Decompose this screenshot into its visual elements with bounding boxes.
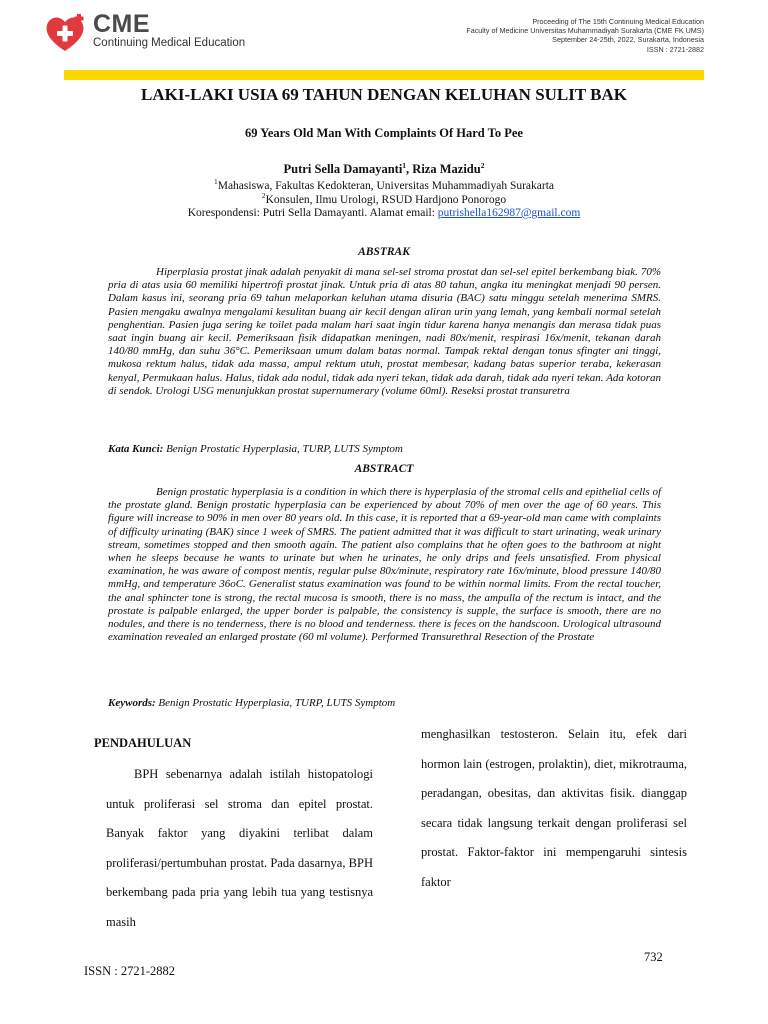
email-link[interactable]: putrishella162987@gmail.com — [437, 207, 581, 219]
logo-subtitle: Continuing Medical Education — [93, 37, 246, 49]
abstrak-text: Hiperplasia prostat jinak adalah penyakit di mana sel-sel stroma prostat dan sel-sel epitel berkembang biak. 70% pria di atas usia 60 memiliki hipertrofi prostat jinak. Untuk pria di atas 80 tahun, angka itu meningkat menjadi 90 persen. Dalam kasus ini, seorang pria 69 tahun melaporkan keluhan utama disuria (BAC) satu minggu setelah menerima SMRS. Pasien mengaku awalnya mengalami kesulitan buang air kecil dengan aliran urin yang lemah, yang kembali normal setelah penghentian. Pasien juga sering ke toilet pada malam hari saat ingin tidur karena hanya menangis dan merasa tidak puas saat ingin buang air kecil. Pemeriksaan fisik didapatkan meningen, nadi 80x/menit, respirasi 16x/menit, tekanan darah 140/80 mmHg, dan suhu 36°C. Pemeriksaan umum dalam batas normal. Tampak rektal dengan tonus sfingter ani tinggi, mukosa rektum halus, tidak ada massa, ampul rektum utuh, prostat membesar, kadang batas superior teraba, kekerasan kenyal, Permukaan halus. Halus, tidak ada nodul, tidak ada nyeri tekan, tidak ada darah, tidak ada nyeri tekan. Ada kotoran di sendok. Urologi USG menunjukkan prostat supernumerary (volume 60ml). Reseksi prostat transuretra — [108, 266, 661, 397]
authors — [64, 162, 704, 177]
proceeding-line: Proceeding of The 15th Continuing Medical Education — [532, 17, 704, 26]
proceeding-line: Faculty of Medicine Universitas Muhammadiyah Surakarta (CME FK UMS) — [466, 26, 704, 36]
affiliation-text: Mahasiswa, Fakultas Kedokteran, Universitas Muhammadiyah Surakarta — [217, 180, 555, 192]
abstract-text: Benign prostatic hyperplasia is a condition in which there is hyperplasia of the stromal cells and epithelial cells of the prostate gland. Benign prostatic hyperplasia can be experienced by about 70% of men over the age of 60 years. This figure will increase to 90% in men over 80 years old. In this case, it is reported that a 69-year-old man came with complaints of difficulty urinating (BAK) since 1 week of SMRS. The patient admitted that it was difficult to start urinating, weak urinary stream, sometimes stopped and then smooth again. The patient also complains that he often goes to the bathroom at night when he sleeps because he wants to urinate but when he urinates, he only drips and feels unsatisfied. From physical examination, he was aware of compost mentis, regular pulse 80x/minute, respiratory rate 16x/minute, blood pressure 140/80 mmHg, and temperature 36oC. Generalist status examination was found to be within normal limits. From the rectal toucher, the anal sphincter tone is strong, the rectal mucosa is smooth, there is no mass, the ampulla of the rectum is intact, and the prostate is palpable enlarged, the upper border is palpable, the consistency is supple, the surface is smooth, there are no nodules, and there is no tenderness, there is no blood and tenderness. there is feces on the handscoon. Urological ultrasound examination revealed an enlarged prostate (60 ml volume). Performed Transurethral Resection of the Prostate — [108, 486, 661, 644]
page-header — [0, 0, 768, 82]
body-column-right: menghasilkan testosteron. Selain itu, efek dari hormon lain (estrogen, prolaktin), diet, mikrotrauma, peradangan, obesitas, dan aktivitas fisik. dianggap secara tidak langsung terkait dengan proliferasi sel prostat. Faktor-faktor ini mempengaruhi sintesis faktor — [421, 727, 687, 889]
header-divider-bar — [64, 70, 704, 80]
keywords-label: Kata Kunci: — [108, 443, 164, 455]
author-name: Riza Mazidu — [412, 162, 481, 176]
affiliation-text: Konsulen, Ilmu Urologi, RSUD Hardjono Ponorogo — [265, 193, 507, 206]
author-sup: 1 — [402, 160, 407, 170]
proceeding-line: ISSN : 2721-2882 — [646, 44, 704, 54]
correspondence-text: Korespondensi: Putri Sella Damayanti. Alamat email: — [187, 207, 438, 219]
body-column-left: BPH sebenarnya adalah istilah histopatologi untuk proliferasi sel stroma dan epitel prostat. Banyak faktor yang diyakini terlibat dalam proliferasi/pertumbuhan prostat. Pada dasarnya, BPH berkembang pada pria yang lebih tua yang testisnya masih — [106, 767, 373, 929]
author-separator: , — [406, 162, 413, 176]
abstrak-heading: ABSTRAK — [358, 246, 410, 258]
proceeding-info — [344, 17, 704, 54]
paper-subtitle: 69 Years Old Man With Complaints Of Hard To Pee — [245, 126, 523, 140]
affiliation-sup: 1 — [213, 177, 218, 187]
abstract-heading: ABSTRACT — [354, 463, 414, 475]
abstract-keywords — [108, 697, 661, 710]
author-sup: 2 — [480, 160, 485, 170]
paper-title: LAKI-LAKI USIA 69 TAHUN DENGAN KELUHAN SULIT BAK — [140, 85, 627, 104]
author-name: Putri Sella Damayanti — [283, 162, 403, 176]
affiliation-sup: 2 — [261, 190, 266, 200]
keywords-text: Benign Prostatic Hyperplasia, TURP, LUTS Symptom — [155, 697, 396, 709]
logo-title: CME — [93, 10, 151, 38]
page-number: 732 — [644, 950, 663, 964]
affiliation-line — [64, 177, 704, 194]
section-heading-pendahuluan: PENDAHULUAN — [94, 736, 192, 750]
cme-logo-icon — [44, 14, 86, 54]
correspondence-line — [64, 207, 704, 221]
abstrak-keywords — [108, 443, 661, 456]
footer-issn: ISSN : 2721-2882 — [84, 964, 175, 978]
proceeding-line: September 24-25th, 2022, Surakarta, Indonesia — [552, 35, 704, 45]
affiliations — [64, 177, 704, 221]
keywords-label: Keywords: — [108, 697, 156, 709]
affiliation-line — [64, 190, 704, 208]
keywords-text: Benign Prostatic Hyperplasia, TURP, LUTS Symptom — [163, 443, 403, 455]
